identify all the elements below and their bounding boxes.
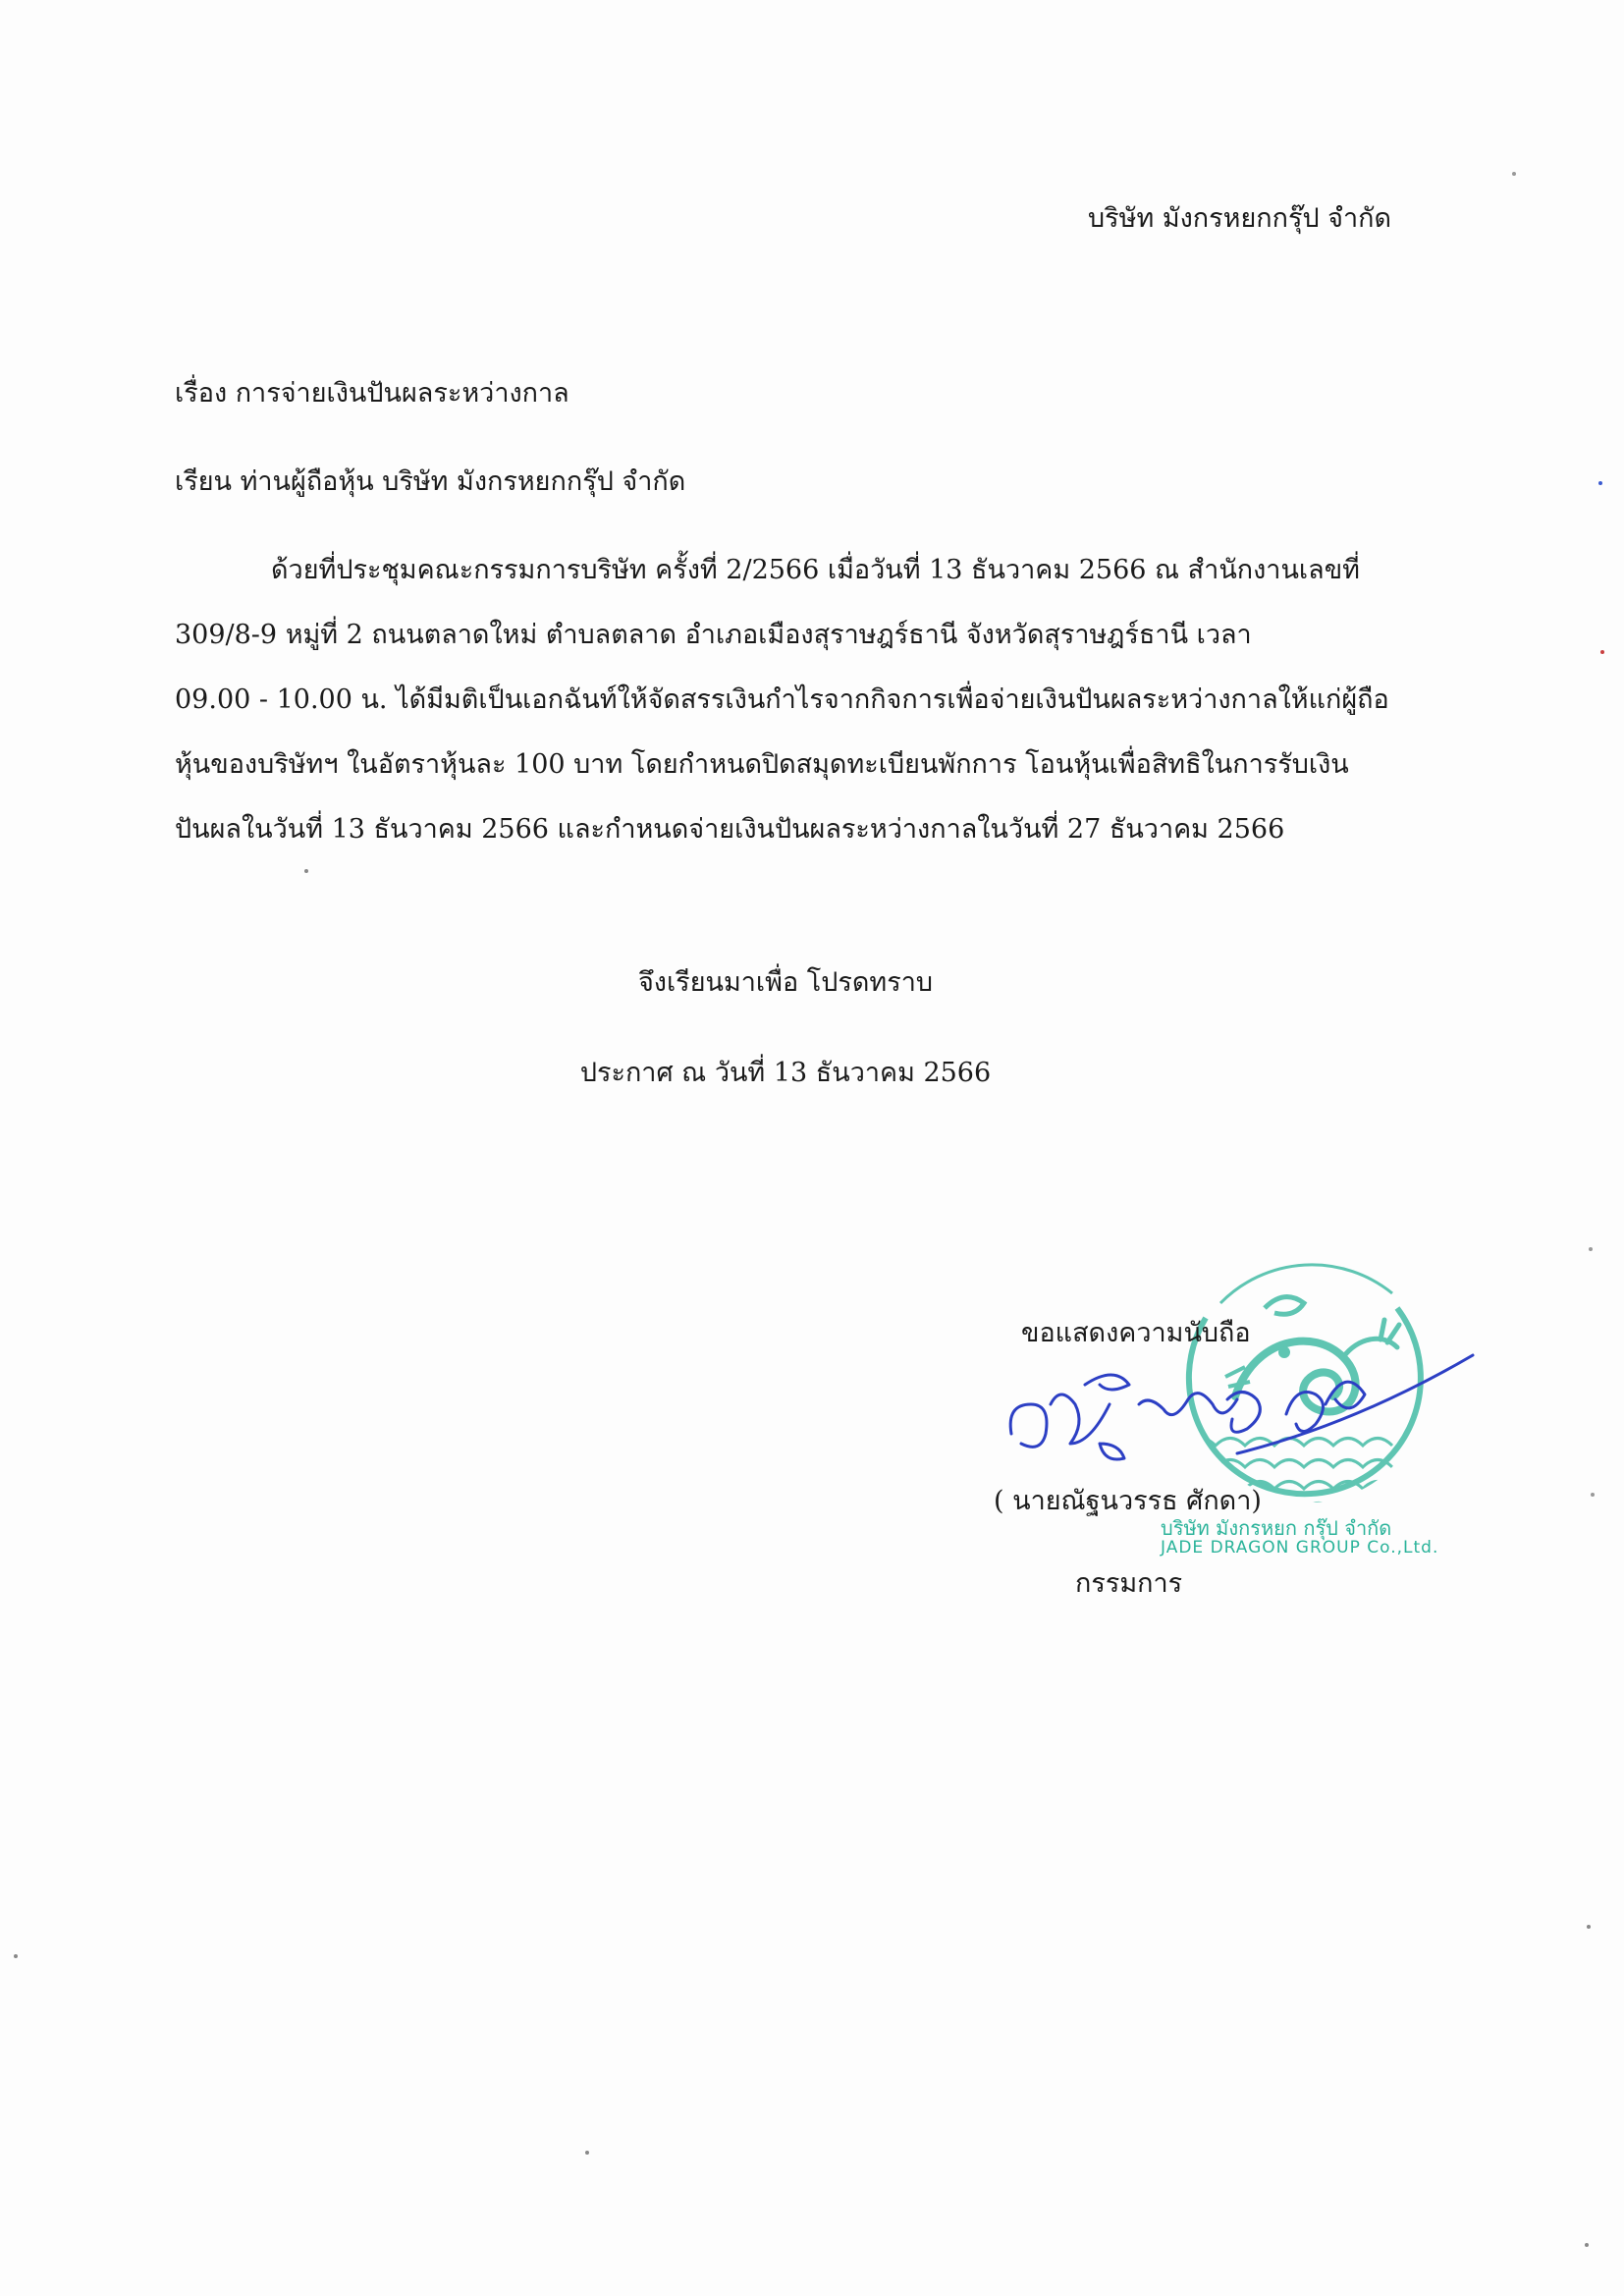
announcement-date: ประกาศ ณ วันที่ 13 ธันวาคม 2566 (579, 1058, 992, 1088)
company-header: บริษัท มังกรหยกกรุ๊ป จำกัด (1088, 203, 1392, 234)
body-line: ด้วยที่ประชุมคณะกรรมการบริษัท ครั้งที่ 2/2566 เมื่อวันที่ 13 ธันวาคม 2566 ณ สำนักงานเลขที่ (271, 555, 1360, 585)
body-line: ปันผลในวันที่ 13 ธันวาคม 2566 และกำหนดจ่ายเงินปันผลระหว่างกาลในวันที่ 27 ธันวาคม 2566 (175, 814, 1285, 845)
body-line: 309/8-9 หมู่ที่ 2 ถนนตลาดใหม่ ตำบลตลาด อำเภอเมืองสุราษฎร์ธานี จังหวัดสุราษฎร์ธานี เวลา (175, 620, 1252, 650)
regards-line: ขอแสดงความนับถือ (1021, 1318, 1251, 1348)
scan-speck (1587, 1925, 1591, 1929)
scan-speck (1512, 172, 1516, 176)
scan-speck (1600, 650, 1604, 654)
scan-speck (14, 1954, 18, 1958)
scan-speck (1585, 2243, 1589, 2247)
salutation-line: เรียน ท่านผู้ถือหุ้น บริษัท มังกรหยกกรุ๊ป จำกัด (175, 466, 686, 497)
body-line: หุ้นของบริษัทฯ ในอัตราหุ้นละ 100 บาท โดยกำหนดปิดสมุดทะเบียนพักการ โอนหุ้นเพื่อสิทธิในการรับเงิน (175, 749, 1349, 780)
scan-speck (1589, 1247, 1593, 1251)
body-paragraph (175, 538, 1422, 862)
signature-icon (992, 1345, 1483, 1493)
scan-speck (304, 869, 308, 873)
scan-speck (585, 2151, 589, 2155)
seal-company-name-en: JADE DRAGON GROUP Co.,Ltd. (1161, 1538, 1439, 1558)
seal-company-name-th: บริษัท มังกรหยก กรุ๊ป จำกัด (1161, 1516, 1392, 1540)
scan-speck (1598, 481, 1602, 485)
signatory-title: กรรมการ (1075, 1568, 1183, 1599)
subject-line: เรื่อง การจ่ายเงินปันผลระหว่างกาล (175, 378, 569, 409)
body-line: 09.00 - 10.00 น. ได้มีมติเป็นเอกฉันท์ให้จัดสรรเงินกำไรจากกิจการเพื่อจ่ายเงินปันผลระหว่างกาลให้แก่ผู้ถือ (175, 684, 1389, 715)
signatory-name: ( นายณัฐนวรรธ ศักดา) (994, 1486, 1262, 1516)
scan-speck (1591, 1493, 1595, 1497)
closing-line: จึงเรียนมาเพื่อ โปรดทราบ (637, 967, 934, 998)
